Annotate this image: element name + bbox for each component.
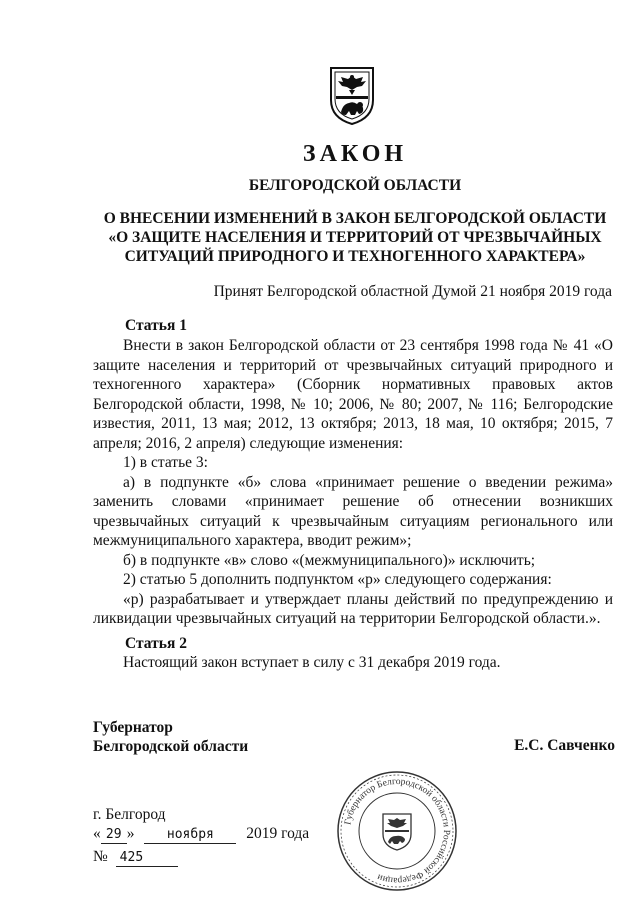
- article-1-body: [93, 336, 613, 629]
- date-day: 29: [101, 827, 127, 844]
- date-open-quote: «: [93, 825, 101, 842]
- article-1-item-2r: «р) разрабатывает и утверждает планы действий по предупреждению и ликвидации чрезвычайных ситуаций на территории Белгородской области.».: [93, 590, 613, 627]
- adoption-note: Принят Белгородской областной Думой 21 ноября 2019 года: [213, 283, 612, 300]
- official-seal: [336, 770, 458, 892]
- signatory-title-line-1: Губернатор: [93, 719, 173, 736]
- article-2-text: Настоящий закон вступает в силу с 31 декабря 2019 года.: [123, 654, 501, 671]
- law-number: [93, 848, 178, 867]
- date-close-quote: »: [126, 825, 135, 842]
- law-subject-line-3: СИТУАЦИЙ ПРИРОДНОГО И ТЕХНОГЕННОГО ХАРАКТЕРА»: [124, 248, 586, 265]
- signatory-title-line-2: Белгородской области: [93, 738, 249, 755]
- number-sign: №: [93, 848, 108, 865]
- article-1-item-1a: а) в подпункте «б» слова «принимает решение о введении режима» заменить словами «принимает решение об отнесении возникших чрезвычайных ситуаций к чрезвычайным ситуациям регионального или межмуниципального характера, вводит режим»;: [93, 473, 613, 549]
- law-subject-line-1: О ВНЕСЕНИИ ИЗМЕНЕНИЙ В ЗАКОН БЕЛГОРОДСКОЙ ОБЛАСТИ: [103, 210, 607, 227]
- law-subject-line-2: «О ЗАЩИТЕ НАСЕЛЕНИЯ И ТЕРРИТОРИЙ ОТ ЧРЕЗВЫЧАЙНЫХ: [108, 229, 602, 246]
- article-1-heading: Статья 1: [125, 317, 187, 334]
- region-title: БЕЛГОРОДСКОЙ ОБЛАСТИ: [248, 177, 462, 194]
- article-1-item-1: 1) в статье 3:: [123, 454, 208, 471]
- article-1-item-2: 2) статью 5 дополнить подпунктом «р» следующего содержания:: [123, 571, 552, 588]
- date-year: 2019 года: [246, 825, 310, 842]
- document-title: ЗАКОН: [302, 141, 408, 167]
- signatory-title: [93, 718, 248, 756]
- article-2-heading: Статья 2: [125, 635, 187, 652]
- article-1-intro: Внести в закон Белгородской области от 23 сентября 1998 года № 41 «О защите населения и территорий от чрезвычайных ситуаций природного и техногенного характера» (Сборник нормативных правовых актов Белгородской области, 1998, № 10; 2006, № 80; 2007, № 116; Белгородские известия, 2011, 13 мая; 2012, 13 октября; 2013, 18 мая, 10 октября; 2015, 7 апреля; 2016, 2 апреля) следующие изменения:: [93, 337, 613, 452]
- place-of-signing: г. Белгород: [93, 806, 166, 823]
- date-month: ноября: [144, 827, 236, 844]
- article-1-item-1b: б) в подпункте «в» слово «(межмуниципального)» исключить;: [123, 551, 536, 569]
- signing-date: [93, 825, 309, 844]
- coat-of-arms-emblem: [329, 66, 375, 126]
- seal-ring-text: Губернатор Белгородской области Российской Федерации: [343, 776, 452, 886]
- signatory-name: Е.С. Савченко: [514, 737, 615, 754]
- law-number-value: 425: [116, 850, 178, 867]
